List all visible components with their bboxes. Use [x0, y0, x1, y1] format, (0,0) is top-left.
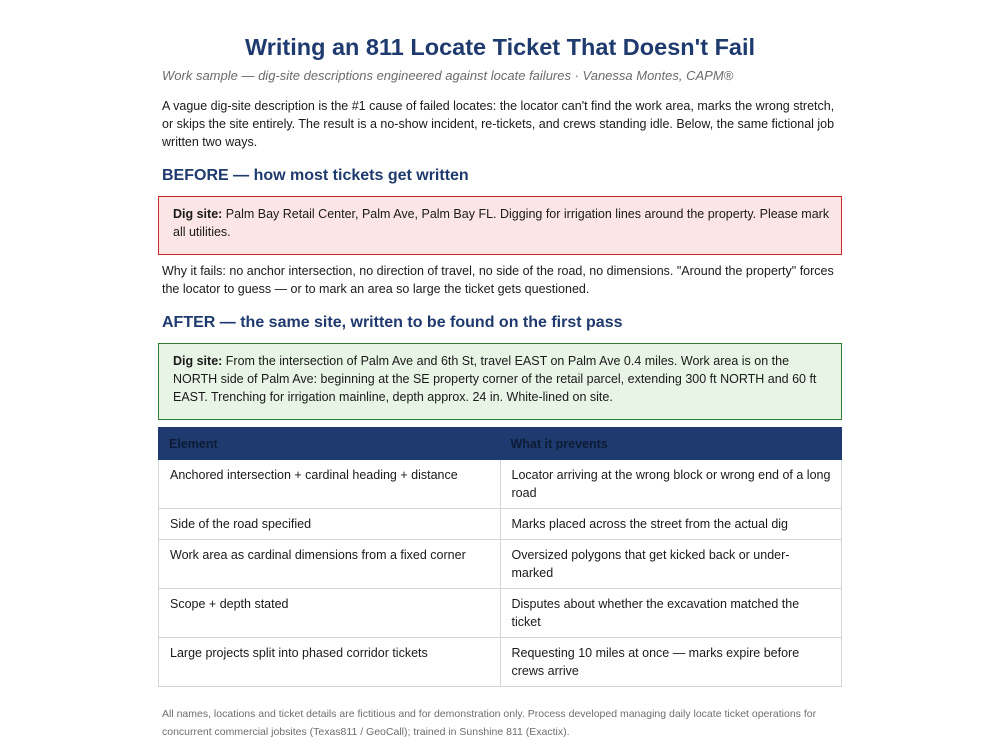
before-dig-site-text: Palm Bay Retail Center, Palm Ave, Palm Bay FL. Digging for irrigation lines around the property. Please mark all utilities.	[173, 207, 830, 239]
table-row	[159, 589, 842, 638]
table-cell-prevents: Marks placed across the street from the actual dig	[500, 509, 842, 540]
table-cell-prevents: Disputes about whether the excavation matched the ticket	[500, 589, 842, 638]
table-row	[159, 540, 842, 589]
page-subtitle: Work sample — dig-site descriptions engineered against locate failures · Vanessa Montes, CAPM®	[162, 68, 734, 83]
table-row	[159, 509, 842, 540]
table-row	[159, 460, 842, 509]
after-dig-site-label: Dig site:	[173, 354, 223, 368]
table-cell-element: Large projects split into phased corridor tickets	[159, 638, 501, 687]
footer-disclaimer: All names, locations and ticket details are fictitious and for demonstration only. Process developed managing daily locate ticket operations for concurrent commercial jobsites (Texas811 / GeoCall); trained in Sunshine 811 (Exactix).	[162, 708, 817, 738]
table-cell-element: Scope + depth stated	[159, 589, 501, 638]
table-header-row	[159, 428, 842, 460]
before-heading: BEFORE — how most tickets get written	[162, 167, 469, 184]
column-header-element: Element	[159, 428, 501, 460]
after-example-box	[158, 343, 842, 420]
table-cell-element: Work area as cardinal dimensions from a fixed corner	[159, 540, 501, 589]
table-cell-prevents: Oversized polygons that get kicked back or under-marked	[500, 540, 842, 589]
document-page	[162, 0, 842, 741]
intro-paragraph: A vague dig-site description is the #1 cause of failed locates: the locator can't find the work area, marks the wrong stretch, or skips the site entirely. The result is a no-show incident, re-tickets, and crews standing idle. Below, the same fictional job written two ways.	[162, 99, 835, 149]
table-cell-prevents: Locator arriving at the wrong block or wrong end of a long road	[500, 460, 842, 509]
after-dig-site-text: From the intersection of Palm Ave and 6th St, travel EAST on Palm Ave 0.4 miles. Work area is on the NORTH side of Palm Ave: beginning at the SE property corner of the retail parcel, extending 300 ft NORTH and 60 ft EAST. Trenching for irrigation mainline, depth approx. 24 in. White-lined on site.	[173, 354, 817, 404]
table-row	[159, 638, 842, 687]
page-title: Writing an 811 Locate Ticket That Doesn't Fail	[244, 34, 756, 60]
before-example-box	[158, 196, 842, 255]
column-header-prevents: What it prevents	[500, 428, 842, 460]
before-dig-site-label: Dig site:	[173, 207, 223, 221]
elements-table	[158, 427, 842, 687]
table-cell-element: Anchored intersection + cardinal heading + distance	[159, 460, 501, 509]
table-cell-prevents: Requesting 10 miles at once — marks expire before crews arrive	[500, 638, 842, 687]
table-cell-element: Side of the road specified	[159, 509, 501, 540]
after-heading: AFTER — the same site, written to be found on the first pass	[162, 314, 623, 331]
why-it-fails-paragraph: Why it fails: no anchor intersection, no direction of travel, no side of the road, no dimensions. "Around the property" forces the locator to guess — or to mark an area so large the ticket gets questioned.	[162, 264, 834, 296]
